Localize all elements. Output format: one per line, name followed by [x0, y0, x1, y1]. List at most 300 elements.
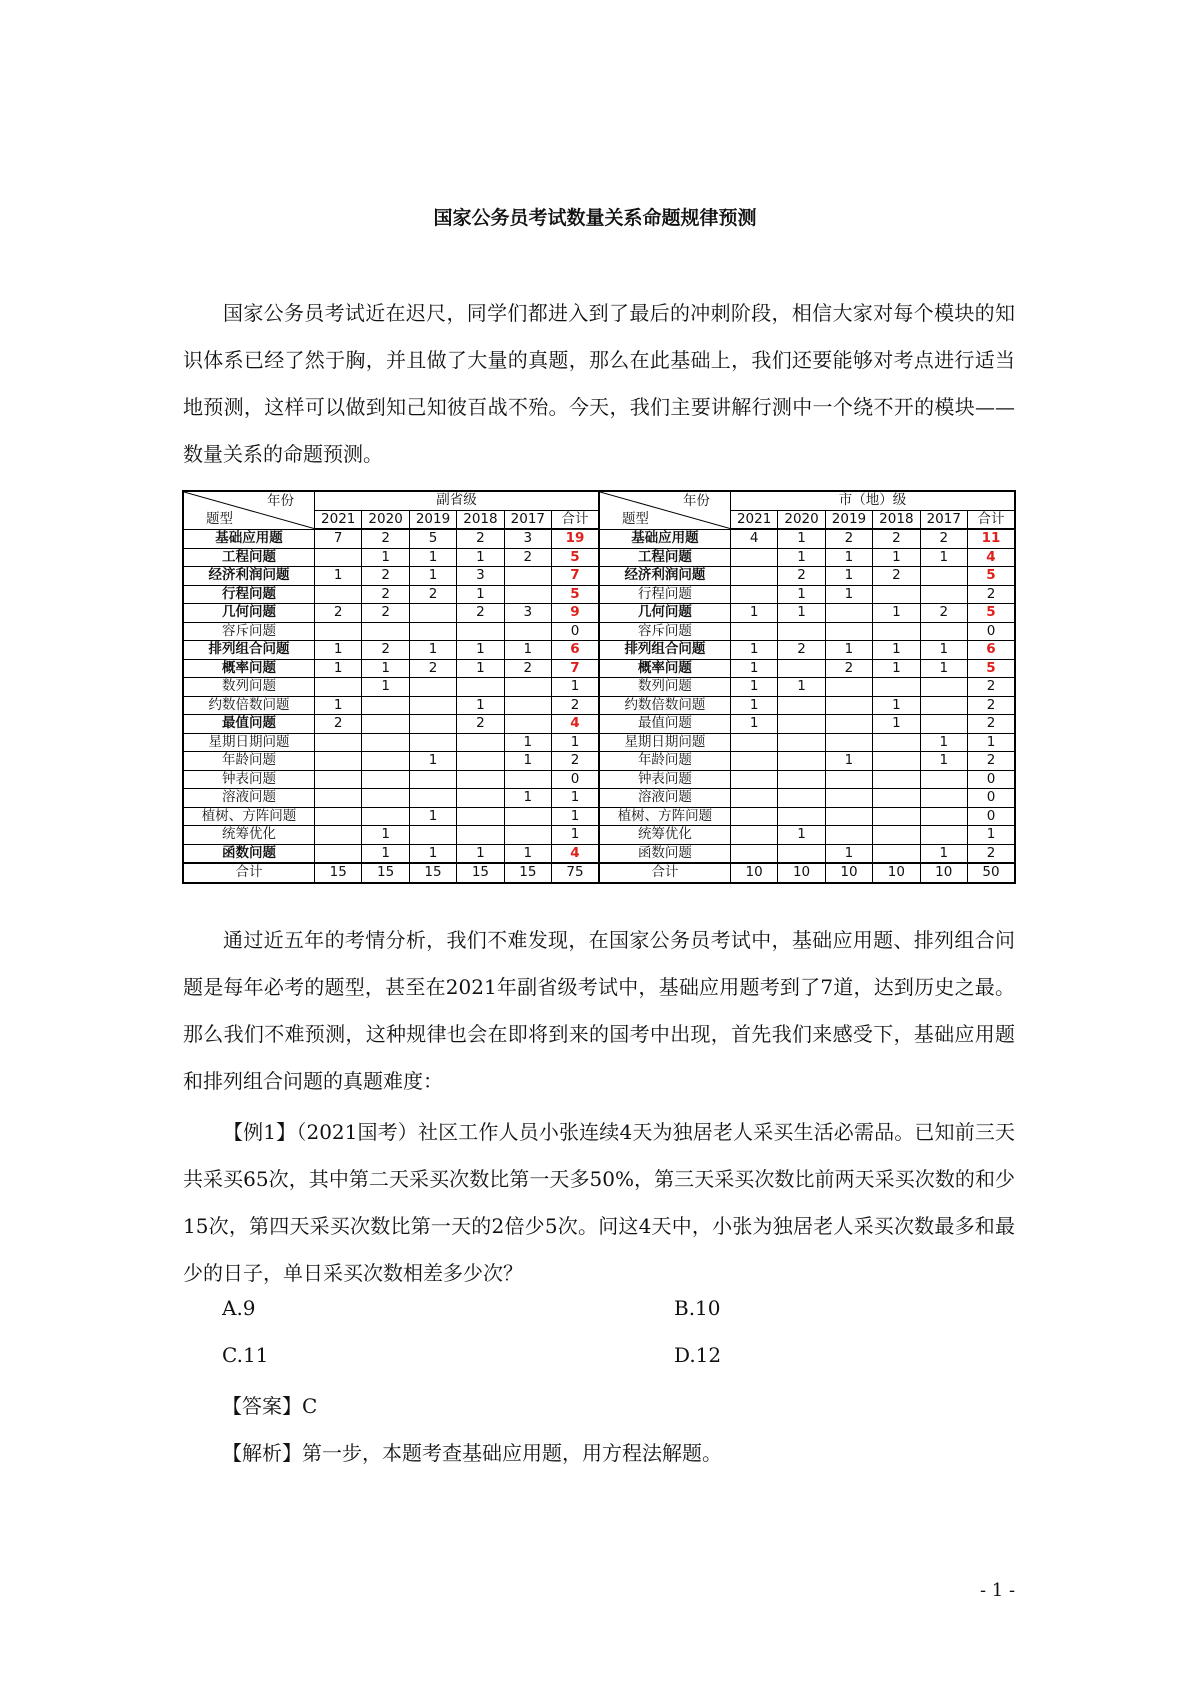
count-cell: 1 [457, 844, 504, 863]
count-cell [920, 807, 967, 826]
count-cell [457, 789, 504, 808]
row-total-cell: 5 [552, 585, 599, 604]
count-cell: 1 [778, 585, 825, 604]
question-type-cell: 容斥问题 [183, 622, 315, 641]
row-total-cell: 19 [552, 529, 599, 548]
year-header-2020: 2020 [362, 510, 409, 529]
sum-cell: 15 [409, 863, 456, 883]
option-d: D.12 [674, 1343, 722, 1367]
count-cell: 2 [873, 567, 920, 586]
row-total-cell: 0 [967, 622, 1015, 641]
sum-label-cell: 合计 [599, 863, 731, 883]
question-type-cell: 几何问题 [183, 604, 315, 623]
row-total-cell: 7 [552, 659, 599, 678]
count-cell [730, 770, 777, 789]
count-cell [825, 678, 872, 697]
table-row [183, 529, 1015, 548]
count-cell [920, 826, 967, 845]
count-cell: 2 [825, 529, 872, 548]
question-type-cell: 星期日期问题 [183, 733, 315, 752]
count-cell [409, 696, 456, 715]
question-type-cell: 函数问题 [183, 844, 315, 863]
count-cell [825, 715, 872, 734]
count-cell [873, 678, 920, 697]
count-cell [825, 733, 872, 752]
count-cell: 1 [457, 641, 504, 660]
row-total-cell: 1 [552, 789, 599, 808]
corner-type-label: 题型 [621, 510, 649, 527]
row-total-cell: 7 [552, 567, 599, 586]
row-total-cell: 2 [967, 678, 1015, 697]
count-cell [457, 807, 504, 826]
row-total-cell: 2 [552, 696, 599, 715]
count-cell: 1 [457, 659, 504, 678]
count-cell: 1 [504, 733, 551, 752]
row-total-cell: 5 [552, 548, 599, 567]
table-row [183, 585, 1015, 604]
count-cell: 1 [504, 641, 551, 660]
count-cell [825, 807, 872, 826]
count-cell: 1 [873, 696, 920, 715]
count-cell [730, 807, 777, 826]
count-cell [825, 770, 872, 789]
count-cell [504, 678, 551, 697]
question-type-cell: 数列问题 [183, 678, 315, 697]
count-cell [409, 826, 456, 845]
count-cell [362, 622, 409, 641]
count-cell [873, 789, 920, 808]
year-header-2018: 2018 [873, 510, 920, 529]
count-cell: 1 [778, 548, 825, 567]
count-cell [730, 826, 777, 845]
count-cell [920, 770, 967, 789]
count-cell [315, 770, 362, 789]
page-title: 国家公务员考试数量关系命题规律预测 [433, 207, 757, 229]
count-cell [778, 715, 825, 734]
table-row [183, 789, 1015, 808]
count-cell [409, 733, 456, 752]
row-total-cell: 0 [552, 770, 599, 789]
count-cell: 1 [409, 641, 456, 660]
count-cell: 1 [362, 548, 409, 567]
option-a: A.9 [222, 1296, 256, 1320]
count-cell: 2 [873, 529, 920, 548]
row-total-cell: 0 [967, 789, 1015, 808]
row-total-cell: 0 [967, 770, 1015, 789]
count-cell [730, 567, 777, 586]
sum-cell: 10 [920, 863, 967, 883]
count-cell [778, 752, 825, 771]
count-cell: 1 [920, 659, 967, 678]
count-cell [873, 807, 920, 826]
count-cell [825, 622, 872, 641]
table-row [183, 696, 1015, 715]
count-cell [778, 807, 825, 826]
count-cell [825, 604, 872, 623]
question-type-cell: 排列组合问题 [599, 641, 731, 660]
count-cell: 2 [409, 585, 456, 604]
count-cell [409, 715, 456, 734]
total-header: 合计 [552, 510, 599, 529]
count-cell: 2 [362, 585, 409, 604]
count-cell: 1 [409, 844, 456, 863]
count-cell [873, 622, 920, 641]
group-header-provincial: 副省级 [315, 491, 599, 510]
row-total-cell: 5 [967, 604, 1015, 623]
sum-cell: 15 [504, 863, 551, 883]
count-cell: 1 [730, 604, 777, 623]
count-cell: 5 [409, 529, 456, 548]
table-row [183, 659, 1015, 678]
question-type-cell: 约数倍数问题 [599, 696, 731, 715]
count-cell [362, 733, 409, 752]
sum-cell: 10 [825, 863, 872, 883]
question-type-cell: 年龄问题 [183, 752, 315, 771]
question-type-cell: 统筹优化 [183, 826, 315, 845]
count-cell: 1 [409, 807, 456, 826]
count-cell: 1 [825, 844, 872, 863]
question-type-cell: 最值问题 [599, 715, 731, 734]
row-total-cell: 9 [552, 604, 599, 623]
count-cell [873, 844, 920, 863]
count-cell [457, 770, 504, 789]
row-total-cell: 1 [552, 826, 599, 845]
row-total-cell: 1 [552, 807, 599, 826]
count-cell [730, 733, 777, 752]
corner-cell-right [599, 491, 731, 529]
corner-year-label: 年份 [267, 493, 294, 509]
table-row [183, 622, 1015, 641]
row-total-cell: 1 [552, 733, 599, 752]
count-cell: 1 [778, 678, 825, 697]
count-cell: 4 [730, 529, 777, 548]
count-cell [315, 733, 362, 752]
sum-cell: 15 [362, 863, 409, 883]
table-row [183, 548, 1015, 567]
count-cell [457, 678, 504, 697]
table-row [183, 715, 1015, 734]
count-cell [457, 752, 504, 771]
table-row [183, 604, 1015, 623]
count-cell: 1 [730, 641, 777, 660]
count-cell [920, 789, 967, 808]
count-cell: 1 [730, 678, 777, 697]
count-cell: 2 [920, 529, 967, 548]
count-cell [504, 622, 551, 641]
count-cell: 1 [457, 585, 504, 604]
count-cell: 1 [873, 715, 920, 734]
total-header: 合计 [967, 510, 1015, 529]
count-cell [730, 622, 777, 641]
count-cell: 2 [457, 604, 504, 623]
count-cell [920, 696, 967, 715]
count-cell [730, 548, 777, 567]
count-cell [778, 733, 825, 752]
count-cell [825, 789, 872, 808]
grand-total-cell: 50 [967, 863, 1015, 883]
count-cell [778, 844, 825, 863]
table-row [183, 752, 1015, 771]
row-total-cell: 2 [967, 715, 1015, 734]
sum-cell: 15 [457, 863, 504, 883]
count-cell: 1 [457, 548, 504, 567]
table-row [183, 844, 1015, 863]
count-cell [409, 604, 456, 623]
table-row [183, 567, 1015, 586]
count-cell: 2 [778, 641, 825, 660]
question-type-cell: 概率问题 [183, 659, 315, 678]
year-header-2020: 2020 [778, 510, 825, 529]
count-cell: 1 [362, 826, 409, 845]
count-cell [730, 585, 777, 604]
example-question: 【例1】（2021国考）社区工作人员小张连续4天为独居老人采买生活必需品。已知前三天共采买65次，其中第二天采买次数比第一天多50%，第三天采买次数比前两天采买次数的和少15次，第四天采买次数比第一天的2倍少5次。问这4天中，小张为独居老人采买次数最多和最少的日子，单日采买次数相差多少次？ [183, 1120, 1015, 1285]
count-cell [409, 622, 456, 641]
count-cell [778, 622, 825, 641]
count-cell: 2 [315, 604, 362, 623]
question-type-cell: 经济利润问题 [183, 567, 315, 586]
year-header-2019: 2019 [825, 510, 872, 529]
count-cell [825, 696, 872, 715]
question-type-cell: 概率问题 [599, 659, 731, 678]
count-cell: 1 [315, 567, 362, 586]
count-cell: 2 [457, 529, 504, 548]
count-cell [315, 826, 362, 845]
count-cell [873, 733, 920, 752]
count-cell [504, 807, 551, 826]
question-type-cell: 植树、方阵问题 [599, 807, 731, 826]
count-cell: 1 [730, 659, 777, 678]
question-type-cell: 钟表问题 [183, 770, 315, 789]
count-cell: 1 [504, 844, 551, 863]
question-type-cell: 排列组合问题 [183, 641, 315, 660]
question-type-cell: 容斥问题 [599, 622, 731, 641]
count-cell [457, 622, 504, 641]
count-cell: 1 [920, 641, 967, 660]
count-cell: 1 [920, 733, 967, 752]
corner-cell-left [183, 491, 315, 529]
count-cell: 2 [778, 567, 825, 586]
count-cell: 1 [873, 604, 920, 623]
row-total-cell: 0 [552, 622, 599, 641]
count-cell [730, 752, 777, 771]
count-cell: 1 [920, 548, 967, 567]
year-header-2019: 2019 [409, 510, 456, 529]
count-cell [315, 807, 362, 826]
intro-paragraph: 国家公务员考试近在迟尺，同学们都进入到了最后的冲刺阶段，相信大家对每个模块的知识体系已经了然于胸，并且做了大量的真题，那么在此基础上，我们还要能够对考点进行适当地预测，这样可以做到知己知彼百战不殆。今天，我们主要讲解行测中一个绕不开的模块——数量关系的命题预测。 [183, 301, 1015, 466]
count-cell: 1 [504, 789, 551, 808]
count-cell: 1 [409, 548, 456, 567]
count-cell [362, 752, 409, 771]
question-type-cell: 约数倍数问题 [183, 696, 315, 715]
row-total-cell: 1 [967, 826, 1015, 845]
count-cell: 2 [362, 604, 409, 623]
table-row [183, 733, 1015, 752]
count-cell: 1 [315, 696, 362, 715]
count-cell: 2 [920, 604, 967, 623]
question-type-cell: 钟表问题 [599, 770, 731, 789]
question-type-cell: 星期日期问题 [599, 733, 731, 752]
year-header-2018: 2018 [457, 510, 504, 529]
count-cell [362, 715, 409, 734]
row-total-cell: 6 [552, 641, 599, 660]
count-cell [362, 696, 409, 715]
sum-cell: 15 [315, 863, 362, 883]
row-total-cell: 5 [967, 659, 1015, 678]
count-cell: 1 [873, 641, 920, 660]
count-cell [920, 567, 967, 586]
year-header-2021: 2021 [315, 510, 362, 529]
count-cell [409, 678, 456, 697]
count-cell: 1 [873, 659, 920, 678]
count-cell [825, 826, 872, 845]
question-type-cell: 基础应用题 [599, 529, 731, 548]
count-cell: 2 [825, 659, 872, 678]
count-cell [504, 770, 551, 789]
count-cell: 1 [362, 659, 409, 678]
count-cell [504, 715, 551, 734]
row-total-cell: 2 [967, 696, 1015, 715]
count-cell [730, 789, 777, 808]
count-cell: 2 [504, 659, 551, 678]
count-cell [920, 585, 967, 604]
count-cell: 1 [825, 548, 872, 567]
row-total-cell: 2 [967, 752, 1015, 771]
question-type-cell: 行程问题 [183, 585, 315, 604]
count-cell [457, 826, 504, 845]
table-row [183, 678, 1015, 697]
sum-label-cell: 合计 [183, 863, 315, 883]
corner-year-label: 年份 [682, 493, 710, 509]
exam-statistics-table [182, 490, 1016, 884]
diagonal-line [600, 492, 730, 529]
explanation-line: 【解析】第一步，本题考查基础应用题，用方程法解题。 [222, 1441, 722, 1465]
count-cell [730, 844, 777, 863]
row-total-cell: 2 [967, 585, 1015, 604]
count-cell [920, 715, 967, 734]
count-cell: 1 [362, 844, 409, 863]
group-header-municipal: 市（地）级 [730, 491, 1015, 510]
count-cell [920, 622, 967, 641]
question-type-cell: 统筹优化 [599, 826, 731, 845]
count-cell [315, 622, 362, 641]
count-cell [362, 789, 409, 808]
count-cell [315, 585, 362, 604]
question-type-cell: 函数问题 [599, 844, 731, 863]
count-cell [778, 789, 825, 808]
question-type-cell: 最值问题 [183, 715, 315, 734]
question-type-cell: 数列问题 [599, 678, 731, 697]
count-cell: 2 [409, 659, 456, 678]
count-cell [778, 696, 825, 715]
question-type-cell: 溶液问题 [599, 789, 731, 808]
year-header-2021: 2021 [730, 510, 777, 529]
question-type-cell: 基础应用题 [183, 529, 315, 548]
count-cell: 2 [362, 529, 409, 548]
row-total-cell: 2 [967, 844, 1015, 863]
count-cell: 1 [504, 752, 551, 771]
count-cell [315, 548, 362, 567]
count-cell: 1 [315, 659, 362, 678]
count-cell [778, 659, 825, 678]
table-row [183, 807, 1015, 826]
count-cell: 1 [409, 567, 456, 586]
question-type-cell: 年龄问题 [599, 752, 731, 771]
count-cell: 1 [315, 641, 362, 660]
count-cell [409, 770, 456, 789]
count-cell [873, 585, 920, 604]
count-cell: 1 [825, 567, 872, 586]
count-cell [315, 678, 362, 697]
count-cell: 1 [920, 752, 967, 771]
count-cell: 2 [457, 715, 504, 734]
row-total-cell: 2 [552, 752, 599, 771]
count-cell [504, 826, 551, 845]
question-type-cell: 经济利润问题 [599, 567, 731, 586]
row-total-cell: 5 [967, 567, 1015, 586]
row-total-cell: 1 [552, 678, 599, 697]
row-total-cell: 4 [552, 844, 599, 863]
count-cell [873, 826, 920, 845]
count-cell: 3 [457, 567, 504, 586]
sum-cell: 10 [778, 863, 825, 883]
count-cell [409, 789, 456, 808]
count-cell: 1 [730, 715, 777, 734]
count-cell: 1 [362, 678, 409, 697]
count-cell: 1 [825, 641, 872, 660]
count-cell: 1 [873, 548, 920, 567]
count-cell: 1 [778, 604, 825, 623]
question-type-cell: 溶液问题 [183, 789, 315, 808]
sum-cell: 10 [730, 863, 777, 883]
count-cell [362, 807, 409, 826]
count-cell [315, 844, 362, 863]
table-row [183, 641, 1015, 660]
sum-cell: 10 [873, 863, 920, 883]
row-total-cell: 4 [967, 548, 1015, 567]
row-total-cell: 4 [552, 715, 599, 734]
row-total-cell: 11 [967, 529, 1015, 548]
question-type-cell: 行程问题 [599, 585, 731, 604]
row-total-cell: 6 [967, 641, 1015, 660]
count-cell [504, 567, 551, 586]
grand-total-cell: 75 [552, 863, 599, 883]
count-cell: 1 [920, 844, 967, 863]
count-cell: 1 [778, 529, 825, 548]
count-cell: 2 [362, 567, 409, 586]
diagonal-line [184, 492, 314, 529]
table-row [183, 770, 1015, 789]
table-row [183, 826, 1015, 845]
count-cell: 3 [504, 529, 551, 548]
count-cell [873, 770, 920, 789]
count-cell: 1 [730, 696, 777, 715]
count-cell [362, 770, 409, 789]
count-cell: 3 [504, 604, 551, 623]
count-cell [315, 789, 362, 808]
question-type-cell: 工程问题 [599, 548, 731, 567]
sum-row [183, 863, 1015, 883]
count-cell: 1 [457, 696, 504, 715]
option-c: C.11 [222, 1343, 269, 1367]
year-header-2017: 2017 [920, 510, 967, 529]
count-cell [920, 678, 967, 697]
count-cell: 1 [778, 826, 825, 845]
count-cell: 2 [504, 548, 551, 567]
count-cell [315, 752, 362, 771]
question-type-cell: 植树、方阵问题 [183, 807, 315, 826]
count-cell: 7 [315, 529, 362, 548]
option-b: B.10 [674, 1296, 721, 1320]
